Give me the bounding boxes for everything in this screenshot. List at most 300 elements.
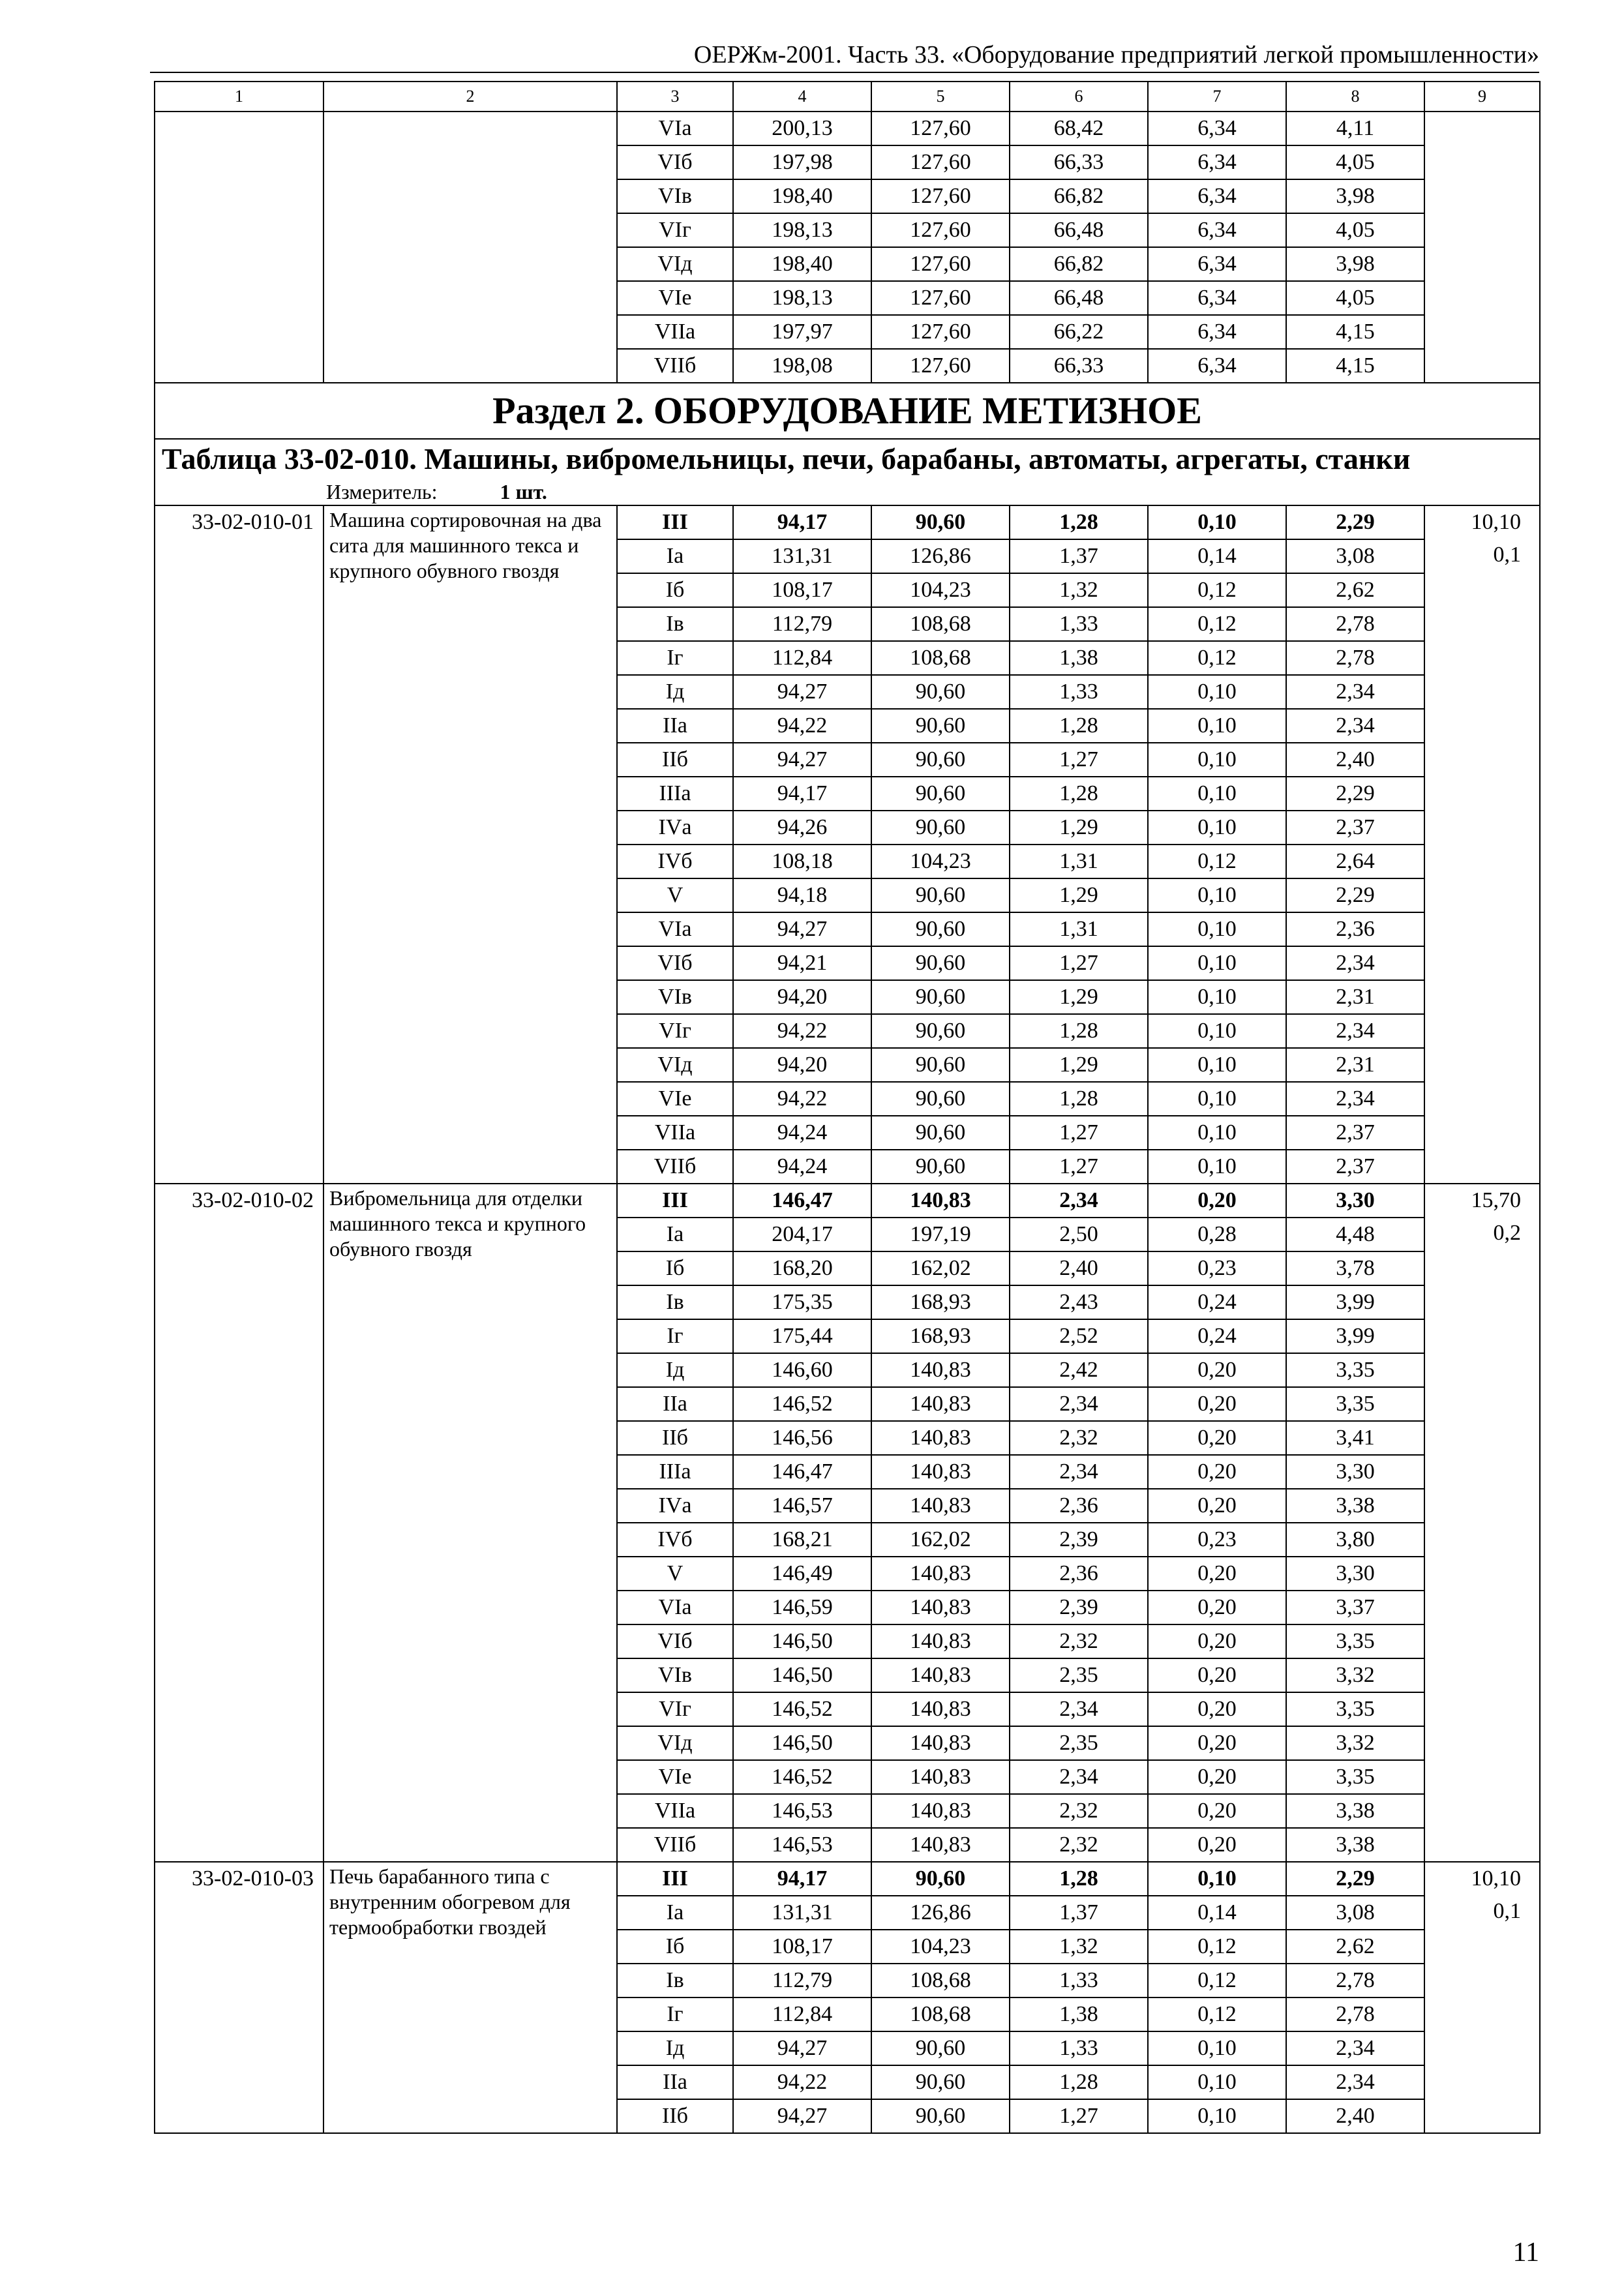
value-cell: 94,17: [733, 505, 871, 539]
value-cell: 66,48: [1010, 213, 1148, 247]
value-cell: 6,34: [1148, 179, 1286, 213]
item-code: 33-02-010-03: [155, 1862, 323, 2133]
table-title: Таблица 33-02-010. Машины, вибромельницы, печи, барабаны, автоматы, агрегаты, станки: [155, 439, 1540, 479]
table-row: [155, 1862, 1540, 1896]
value-cell: 94,20: [733, 980, 871, 1014]
zone-cell: III: [617, 1184, 733, 1218]
value-cell: 1,33: [1010, 675, 1148, 709]
value-cell: 3,35: [1286, 1760, 1424, 1794]
value-cell: 108,18: [733, 845, 871, 878]
value-cell: 0,20: [1148, 1726, 1286, 1760]
column-number: 2: [323, 82, 617, 112]
value-cell: 94,21: [733, 946, 871, 980]
zone-cell: IVа: [617, 1489, 733, 1523]
value-cell: 3,30: [1286, 1557, 1424, 1591]
table-row: [155, 505, 1540, 539]
value-cell: 168,20: [733, 1251, 871, 1285]
zone-cell: IIб: [617, 743, 733, 777]
zone-cell: VIб: [617, 145, 733, 179]
value-cell: 2,62: [1286, 573, 1424, 607]
value-cell: 0,10: [1148, 2065, 1286, 2099]
column-number-row: [155, 82, 1540, 112]
value-cell: 168,21: [733, 1523, 871, 1557]
value-cell: 0,10: [1148, 980, 1286, 1014]
column-number: 9: [1424, 82, 1540, 112]
zone-cell: VIIа: [617, 1116, 733, 1150]
value-cell: 198,40: [733, 179, 871, 213]
value-cell: 1,37: [1010, 1896, 1148, 1930]
unit-row: [155, 479, 1540, 505]
zone-cell: VIд: [617, 247, 733, 281]
value-cell: 94,22: [733, 1014, 871, 1048]
zone-cell: VIIа: [617, 315, 733, 349]
value-cell: 0,10: [1148, 811, 1286, 845]
value-cell: 0,10: [1148, 675, 1286, 709]
value-cell: 1,28: [1010, 1014, 1148, 1048]
col9-cell: [1424, 1184, 1540, 1862]
value-cell: 94,27: [733, 2031, 871, 2065]
value-cell: 3,32: [1286, 1658, 1424, 1692]
value-cell: 2,32: [1010, 1794, 1148, 1828]
value-cell: 146,50: [733, 1624, 871, 1658]
value-cell: 2,78: [1286, 641, 1424, 675]
zone-cell: IIб: [617, 2099, 733, 2133]
value-cell: 0,10: [1148, 777, 1286, 811]
value-cell: 3,38: [1286, 1794, 1424, 1828]
value-cell: 2,35: [1010, 1726, 1148, 1760]
value-cell: 66,33: [1010, 145, 1148, 179]
value-cell: 168,93: [871, 1285, 1010, 1319]
value-cell: 90,60: [871, 2031, 1010, 2065]
zone-cell: VIе: [617, 1082, 733, 1116]
value-cell: 3,32: [1286, 1726, 1424, 1760]
value-cell: 1,29: [1010, 980, 1148, 1014]
zone-cell: IIб: [617, 1421, 733, 1455]
value-cell: 6,34: [1148, 145, 1286, 179]
zone-cell: IIа: [617, 2065, 733, 2099]
value-cell: 1,27: [1010, 946, 1148, 980]
value-cell: 94,18: [733, 878, 871, 912]
zone-cell: VIа: [617, 1591, 733, 1624]
value-cell: 2,29: [1286, 777, 1424, 811]
value-cell: 6,34: [1148, 247, 1286, 281]
value-cell: 0,20: [1148, 1184, 1286, 1218]
value-cell: 90,60: [871, 946, 1010, 980]
value-cell: 140,83: [871, 1794, 1010, 1828]
value-cell: 94,27: [733, 912, 871, 946]
value-cell: 90,60: [871, 1048, 1010, 1082]
value-cell: 0,10: [1148, 1048, 1286, 1082]
value-cell: 140,83: [871, 1184, 1010, 1218]
value-cell: 2,52: [1010, 1319, 1148, 1353]
zone-cell: IIа: [617, 709, 733, 743]
value-cell: 3,38: [1286, 1489, 1424, 1523]
value-cell: 6,34: [1148, 281, 1286, 315]
value-cell: 94,24: [733, 1150, 871, 1184]
value-cell: 6,34: [1148, 213, 1286, 247]
value-cell: 90,60: [871, 2065, 1010, 2099]
value-cell: 1,31: [1010, 912, 1148, 946]
zone-cell: VIд: [617, 1048, 733, 1082]
value-cell: 3,35: [1286, 1692, 1424, 1726]
value-cell: 2,40: [1010, 1251, 1148, 1285]
zone-cell: IVб: [617, 1523, 733, 1557]
value-cell: 0,20: [1148, 1828, 1286, 1862]
value-cell: 66,82: [1010, 179, 1148, 213]
value-cell: 175,44: [733, 1319, 871, 1353]
value-cell: 0,23: [1148, 1251, 1286, 1285]
value-cell: 162,02: [871, 1523, 1010, 1557]
value-cell: 131,31: [733, 539, 871, 573]
value-cell: 140,83: [871, 1489, 1010, 1523]
item-code: 33-02-010-02: [155, 1184, 323, 1862]
value-cell: 0,10: [1148, 1116, 1286, 1150]
value-cell: 1,27: [1010, 1116, 1148, 1150]
zone-cell: VIг: [617, 1692, 733, 1726]
value-cell: 2,31: [1286, 980, 1424, 1014]
value-cell: 112,84: [733, 641, 871, 675]
value-cell: 2,29: [1286, 1862, 1424, 1896]
value-cell: 127,60: [871, 247, 1010, 281]
value-cell: 0,12: [1148, 1964, 1286, 1997]
value-cell: 90,60: [871, 505, 1010, 539]
value-cell: 112,84: [733, 1997, 871, 2031]
zone-cell: IIIа: [617, 777, 733, 811]
value-cell: 146,57: [733, 1489, 871, 1523]
value-cell: 0,24: [1148, 1285, 1286, 1319]
value-cell: 1,27: [1010, 1150, 1148, 1184]
value-cell: 108,68: [871, 607, 1010, 641]
value-cell: 146,49: [733, 1557, 871, 1591]
col9-value: 10,10: [1471, 1866, 1521, 1891]
value-cell: 168,93: [871, 1319, 1010, 1353]
value-cell: 127,60: [871, 281, 1010, 315]
zone-cell: VIIб: [617, 1828, 733, 1862]
value-cell: 2,78: [1286, 607, 1424, 641]
zone-cell: VIе: [617, 281, 733, 315]
column-number: 5: [871, 82, 1010, 112]
value-cell: 3,99: [1286, 1285, 1424, 1319]
value-cell: 0,20: [1148, 1658, 1286, 1692]
value-cell: 1,28: [1010, 1862, 1148, 1896]
value-cell: 0,10: [1148, 1150, 1286, 1184]
value-cell: 94,26: [733, 811, 871, 845]
value-cell: 1,32: [1010, 573, 1148, 607]
value-cell: 2,36: [1286, 912, 1424, 946]
item-name: Печь барабанного типа с внутренним обогревом для термообработки гвоздей: [323, 1862, 617, 2133]
value-cell: 1,33: [1010, 2031, 1148, 2065]
value-cell: 90,60: [871, 777, 1010, 811]
value-cell: 146,47: [733, 1184, 871, 1218]
value-cell: 0,10: [1148, 2031, 1286, 2065]
value-cell: 3,37: [1286, 1591, 1424, 1624]
unit-value: 1 шт.: [500, 480, 547, 503]
zone-cell: Iа: [617, 1896, 733, 1930]
value-cell: 66,48: [1010, 281, 1148, 315]
value-cell: 0,10: [1148, 1082, 1286, 1116]
zone-cell: VIв: [617, 1658, 733, 1692]
table-row: [155, 1184, 1540, 1218]
value-cell: 0,20: [1148, 1489, 1286, 1523]
value-cell: 140,83: [871, 1455, 1010, 1489]
value-cell: 140,83: [871, 1726, 1010, 1760]
zone-cell: VIб: [617, 946, 733, 980]
value-cell: 94,17: [733, 1862, 871, 1896]
value-cell: 0,12: [1148, 1930, 1286, 1964]
value-cell: 140,83: [871, 1828, 1010, 1862]
value-cell: 94,22: [733, 709, 871, 743]
value-cell: 90,60: [871, 878, 1010, 912]
value-cell: 2,34: [1286, 946, 1424, 980]
value-cell: 0,20: [1148, 1591, 1286, 1624]
code-cell: [155, 112, 323, 383]
value-cell: 1,38: [1010, 1997, 1148, 2031]
value-cell: 2,32: [1010, 1624, 1148, 1658]
value-cell: 1,28: [1010, 1082, 1148, 1116]
zone-cell: Iд: [617, 2031, 733, 2065]
value-cell: 2,34: [1010, 1760, 1148, 1794]
value-cell: 2,62: [1286, 1930, 1424, 1964]
value-cell: 0,10: [1148, 878, 1286, 912]
value-cell: 1,27: [1010, 2099, 1148, 2133]
value-cell: 2,40: [1286, 2099, 1424, 2133]
value-cell: 3,98: [1286, 247, 1424, 281]
value-cell: 0,20: [1148, 1794, 1286, 1828]
value-cell: 0,20: [1148, 1421, 1286, 1455]
column-number: 6: [1010, 82, 1148, 112]
value-cell: 3,35: [1286, 1624, 1424, 1658]
column-number: 1: [155, 82, 323, 112]
zone-cell: VIв: [617, 179, 733, 213]
zone-cell: VIIа: [617, 1794, 733, 1828]
value-cell: 126,86: [871, 539, 1010, 573]
value-cell: 0,20: [1148, 1624, 1286, 1658]
value-cell: 108,68: [871, 641, 1010, 675]
value-cell: 108,68: [871, 1997, 1010, 2031]
zone-cell: Iа: [617, 539, 733, 573]
value-cell: 131,31: [733, 1896, 871, 1930]
value-cell: 198,08: [733, 349, 871, 383]
value-cell: 0,14: [1148, 539, 1286, 573]
value-cell: 127,60: [871, 179, 1010, 213]
value-cell: 0,10: [1148, 743, 1286, 777]
value-cell: 0,10: [1148, 505, 1286, 539]
value-cell: 2,39: [1010, 1591, 1148, 1624]
zone-cell: Iв: [617, 1285, 733, 1319]
zone-cell: Iг: [617, 1319, 733, 1353]
zone-cell: IVб: [617, 845, 733, 878]
value-cell: 0,12: [1148, 845, 1286, 878]
col9-value: 10,10: [1471, 510, 1521, 534]
value-cell: 66,33: [1010, 349, 1148, 383]
value-cell: 2,36: [1010, 1557, 1148, 1591]
zone-cell: Iв: [617, 1964, 733, 1997]
table-row: [155, 112, 1540, 145]
value-cell: 3,08: [1286, 1896, 1424, 1930]
zone-cell: Iб: [617, 1930, 733, 1964]
value-cell: 0,28: [1148, 1218, 1286, 1251]
zone-cell: VIд: [617, 1726, 733, 1760]
value-cell: 3,80: [1286, 1523, 1424, 1557]
running-header: ОЕРЖм-2001. Часть 33. «Оборудование предприятий легкой промышленности»: [693, 41, 1539, 68]
value-cell: 1,31: [1010, 845, 1148, 878]
value-cell: 204,17: [733, 1218, 871, 1251]
section-title: Раздел 2. ОБОРУДОВАНИЕ МЕТИЗНОЕ: [155, 383, 1540, 439]
value-cell: 3,99: [1286, 1319, 1424, 1353]
column-number: 7: [1148, 82, 1286, 112]
value-cell: 90,60: [871, 743, 1010, 777]
value-cell: 0,20: [1148, 1557, 1286, 1591]
zone-cell: VIIб: [617, 349, 733, 383]
header-rule: [150, 72, 1539, 73]
value-cell: 1,38: [1010, 641, 1148, 675]
value-cell: 4,15: [1286, 349, 1424, 383]
value-cell: 112,79: [733, 607, 871, 641]
value-cell: 0,12: [1148, 607, 1286, 641]
zone-cell: V: [617, 1557, 733, 1591]
value-cell: 3,30: [1286, 1184, 1424, 1218]
value-cell: 2,37: [1286, 811, 1424, 845]
value-cell: 108,17: [733, 573, 871, 607]
value-cell: 108,68: [871, 1964, 1010, 1997]
col9-value: 0,2: [1493, 1221, 1521, 1245]
table-title-row: [155, 439, 1540, 479]
value-cell: 127,60: [871, 213, 1010, 247]
col9-cell: [1424, 112, 1540, 383]
zone-cell: Iг: [617, 641, 733, 675]
value-cell: 94,22: [733, 1082, 871, 1116]
value-cell: 140,83: [871, 1591, 1010, 1624]
value-cell: 112,79: [733, 1964, 871, 1997]
value-cell: 197,98: [733, 145, 871, 179]
value-cell: 2,37: [1286, 1116, 1424, 1150]
page-number: 11: [1512, 2237, 1539, 2267]
value-cell: 4,05: [1286, 145, 1424, 179]
value-cell: 104,23: [871, 573, 1010, 607]
value-cell: 90,60: [871, 709, 1010, 743]
value-cell: 90,60: [871, 1082, 1010, 1116]
value-cell: 146,53: [733, 1794, 871, 1828]
name-cell: [323, 112, 617, 383]
rates-table: [154, 81, 1541, 2134]
value-cell: 127,60: [871, 315, 1010, 349]
column-number: 4: [733, 82, 871, 112]
col9-value: 0,1: [1493, 1899, 1521, 1923]
value-cell: 2,50: [1010, 1218, 1148, 1251]
value-cell: 2,34: [1286, 1014, 1424, 1048]
zone-cell: VIв: [617, 980, 733, 1014]
value-cell: 2,78: [1286, 1997, 1424, 2031]
section-row: [155, 383, 1540, 439]
value-cell: 0,10: [1148, 1014, 1286, 1048]
value-cell: 0,12: [1148, 1997, 1286, 2031]
value-cell: 3,08: [1286, 539, 1424, 573]
value-cell: 90,60: [871, 675, 1010, 709]
value-cell: 2,31: [1286, 1048, 1424, 1082]
value-cell: 140,83: [871, 1353, 1010, 1387]
value-cell: 197,97: [733, 315, 871, 349]
value-cell: 94,24: [733, 1116, 871, 1150]
value-cell: 146,50: [733, 1658, 871, 1692]
zone-cell: Iв: [617, 607, 733, 641]
value-cell: 2,29: [1286, 505, 1424, 539]
table-body: [155, 82, 1540, 2133]
value-cell: 197,19: [871, 1218, 1010, 1251]
value-cell: 140,83: [871, 1421, 1010, 1455]
value-cell: 0,24: [1148, 1319, 1286, 1353]
value-cell: 94,17: [733, 777, 871, 811]
value-cell: 146,47: [733, 1455, 871, 1489]
value-cell: 140,83: [871, 1658, 1010, 1692]
value-cell: 1,29: [1010, 1048, 1148, 1082]
value-cell: 0,14: [1148, 1896, 1286, 1930]
value-cell: 94,27: [733, 743, 871, 777]
value-cell: 4,15: [1286, 315, 1424, 349]
value-cell: 90,60: [871, 1116, 1010, 1150]
value-cell: 2,32: [1010, 1828, 1148, 1862]
value-cell: 0,20: [1148, 1760, 1286, 1794]
value-cell: 127,60: [871, 145, 1010, 179]
zone-cell: VIе: [617, 1760, 733, 1794]
value-cell: 6,34: [1148, 349, 1286, 383]
value-cell: 1,28: [1010, 777, 1148, 811]
value-cell: 146,50: [733, 1726, 871, 1760]
value-cell: 4,05: [1286, 281, 1424, 315]
value-cell: 2,34: [1286, 2031, 1424, 2065]
value-cell: 2,64: [1286, 845, 1424, 878]
value-cell: 90,60: [871, 2099, 1010, 2133]
value-cell: 1,37: [1010, 539, 1148, 573]
value-cell: 94,22: [733, 2065, 871, 2099]
value-cell: 6,34: [1148, 315, 1286, 349]
value-cell: 108,17: [733, 1930, 871, 1964]
value-cell: 104,23: [871, 845, 1010, 878]
column-number: 8: [1286, 82, 1424, 112]
value-cell: 146,52: [733, 1692, 871, 1726]
value-cell: 162,02: [871, 1251, 1010, 1285]
zone-cell: Iд: [617, 1353, 733, 1387]
value-cell: 1,28: [1010, 709, 1148, 743]
zone-cell: VIг: [617, 213, 733, 247]
value-cell: 146,59: [733, 1591, 871, 1624]
value-cell: 90,60: [871, 1862, 1010, 1896]
value-cell: 127,60: [871, 349, 1010, 383]
value-cell: 66,82: [1010, 247, 1148, 281]
value-cell: 1,33: [1010, 1964, 1148, 1997]
value-cell: 2,29: [1286, 878, 1424, 912]
value-cell: 2,37: [1286, 1150, 1424, 1184]
value-cell: 146,60: [733, 1353, 871, 1387]
value-cell: 3,41: [1286, 1421, 1424, 1455]
value-cell: 200,13: [733, 112, 871, 145]
value-cell: 2,34: [1010, 1692, 1148, 1726]
zone-cell: Iа: [617, 1218, 733, 1251]
value-cell: 140,83: [871, 1557, 1010, 1591]
value-cell: 0,10: [1148, 912, 1286, 946]
zone-cell: III: [617, 1862, 733, 1896]
col9-value: 15,70: [1471, 1188, 1521, 1212]
value-cell: 140,83: [871, 1760, 1010, 1794]
value-cell: 3,30: [1286, 1455, 1424, 1489]
value-cell: 66,22: [1010, 315, 1148, 349]
col9-cell: [1424, 505, 1540, 1184]
value-cell: 1,28: [1010, 2065, 1148, 2099]
value-cell: 0,20: [1148, 1692, 1286, 1726]
value-cell: 0,20: [1148, 1455, 1286, 1489]
value-cell: 1,32: [1010, 1930, 1148, 1964]
value-cell: 4,11: [1286, 112, 1424, 145]
zone-cell: VIа: [617, 912, 733, 946]
